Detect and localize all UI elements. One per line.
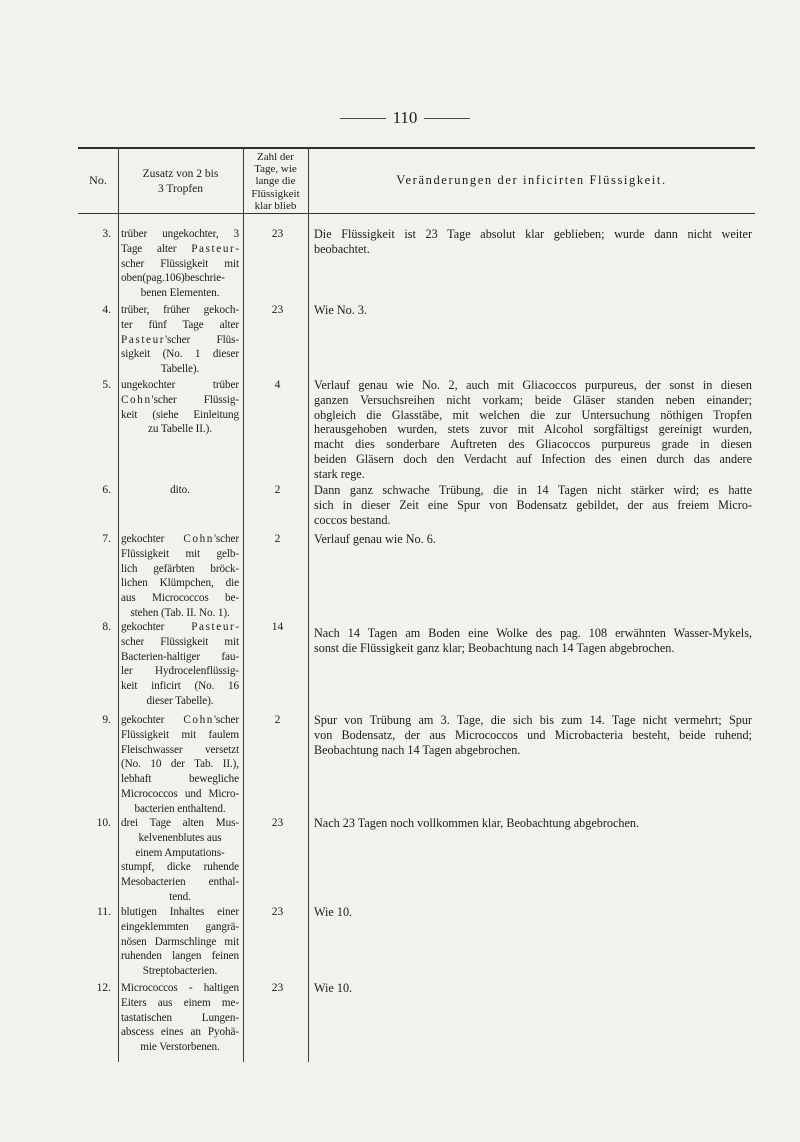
zusatz-line: einem Amputations- bbox=[135, 846, 225, 859]
days-clear-cell: 23 bbox=[271, 906, 284, 918]
zusatz-line: tend. bbox=[169, 890, 191, 903]
zusatz-line: stehen (Tab. II. No. 1). bbox=[130, 606, 230, 619]
changes-cell bbox=[314, 532, 752, 547]
zusatz-line: Flüssigkeit mit faulem bbox=[121, 728, 239, 741]
zusatz-cell bbox=[121, 532, 239, 621]
days-clear-cell: 23 bbox=[271, 982, 284, 994]
row-number: 7. bbox=[102, 533, 111, 545]
changes-line: Verlauf genau wie No. 2, auch mit Gliacoccos purpureus, der sonst in diesen bbox=[314, 378, 752, 392]
zusatz-cell bbox=[121, 816, 239, 905]
zusatz-line: drei Tage alten Mus- bbox=[121, 817, 239, 829]
header-days-line: lange die bbox=[255, 175, 296, 188]
days-clear-cell: 2 bbox=[274, 714, 281, 726]
zusatz-line: eingeklemmten gangrä- bbox=[121, 920, 239, 933]
zusatz-line: lich gefärbten bröck- bbox=[121, 562, 239, 575]
zusatz-line: Fleischwasser versetzt bbox=[121, 743, 239, 756]
zusatz-line: blutigen Inhaltes einer bbox=[121, 906, 239, 918]
days-clear-cell: 23 bbox=[271, 817, 284, 829]
zusatz-line: dito. bbox=[170, 484, 190, 496]
zusatz-line: Flüssigkeit mit gelb- bbox=[121, 547, 239, 560]
zusatz-line: nösen Darmschlinge mit bbox=[121, 935, 239, 948]
changes-cell bbox=[314, 378, 752, 482]
changes-line: ganzen Versuchsreihen nicht vorkam; beide Gläser standen neben einander; bbox=[314, 392, 752, 407]
zusatz-line: ter fünf Tage alter bbox=[121, 318, 239, 331]
changes-line: obgleich die Glasstäbe, mit welchen die zur Untersuchung nöthigen Tropfen bbox=[314, 407, 752, 422]
table-top-rule bbox=[78, 147, 755, 149]
zusatz-line: sigkeit (No. 1 dieser bbox=[121, 348, 239, 361]
changes-line: coccos bestand. bbox=[314, 512, 391, 527]
changes-line: stark rege. bbox=[314, 466, 365, 481]
changes-cell bbox=[314, 483, 752, 527]
changes-cell bbox=[314, 981, 752, 996]
zusatz-line: tastatischen Lungen- bbox=[121, 1011, 239, 1024]
changes-line: Wie No. 3. bbox=[314, 303, 367, 317]
zusatz-line: Bacterien-haltiger fau- bbox=[121, 650, 239, 663]
zusatz-line: scher Flüssigkeit mit bbox=[121, 635, 239, 648]
changes-line: beiden Gläsern doch den Verdacht auf Infection des einen durch das andere bbox=[314, 451, 752, 466]
header-days-line: Flüssigkeit bbox=[251, 187, 300, 200]
zusatz-line: keit inficirt (No. 16 bbox=[121, 680, 239, 693]
row-number: 10. bbox=[96, 817, 111, 829]
row-number: 4. bbox=[102, 304, 111, 316]
zusatz-line: trüber, früher gekoch- bbox=[121, 304, 239, 316]
zusatz-line: trüber ungekochter, 3 bbox=[121, 228, 239, 240]
changes-line: von Bodensatz, der aus Micrococcos und Microbacteria besteht, beide ruhend; bbox=[314, 727, 752, 742]
column-divider bbox=[308, 148, 309, 1062]
header-zusatz-line: 3 Tropfen bbox=[157, 183, 204, 195]
row-number: 6. bbox=[102, 484, 111, 496]
changes-cell bbox=[314, 626, 752, 656]
page-number-text: 110 bbox=[392, 108, 418, 127]
zusatz-line: zu Tabelle II.). bbox=[148, 423, 212, 436]
zusatz-cell bbox=[121, 981, 239, 1055]
changes-cell bbox=[314, 816, 752, 831]
table-header-rule bbox=[78, 213, 755, 214]
zusatz-line: lebhaft bewegliche bbox=[121, 773, 239, 786]
days-clear-cell: 14 bbox=[271, 621, 284, 633]
zusatz-line: bacterien enthaltend. bbox=[134, 802, 226, 815]
days-clear-cell: 4 bbox=[274, 379, 281, 391]
zusatz-line: gekochter Cohn'scher bbox=[121, 533, 239, 545]
changes-line: Wie 10. bbox=[314, 981, 353, 995]
row-number: 8. bbox=[102, 621, 111, 633]
days-clear-cell: 23 bbox=[271, 304, 284, 316]
zusatz-line: gekochter Cohn'scher bbox=[121, 714, 239, 726]
zusatz-line: gekochter Pasteur- bbox=[121, 621, 239, 633]
zusatz-line: keit (siehe Einleitung bbox=[121, 408, 239, 421]
page-number-rule-left bbox=[340, 118, 386, 119]
page-number-rule-right bbox=[424, 118, 470, 119]
zusatz-line: ler Hydrocelenflüssig- bbox=[121, 665, 239, 678]
zusatz-cell bbox=[121, 713, 239, 817]
zusatz-cell bbox=[121, 620, 239, 709]
header-days-line: klar blieb bbox=[254, 199, 297, 212]
changes-line: Wie 10. bbox=[314, 905, 353, 919]
changes-line: Nach 14 Tagen am Boden eine Wolke des pag. 108 erwähnten Wasser-Mykels, bbox=[314, 626, 752, 640]
zusatz-cell bbox=[121, 905, 239, 979]
row-number: 12. bbox=[96, 982, 111, 994]
changes-cell bbox=[314, 713, 752, 757]
spaced-name: Pasteur bbox=[191, 242, 236, 255]
zusatz-cell bbox=[121, 483, 239, 498]
zusatz-line: abscess eines an Pyohä- bbox=[121, 1026, 239, 1039]
changes-cell bbox=[314, 905, 752, 920]
row-number: 3. bbox=[102, 228, 111, 240]
zusatz-line: Micrococcos und Micro- bbox=[121, 787, 239, 800]
spaced-name: Cohn bbox=[183, 533, 214, 545]
zusatz-line: aus Micrococcos be- bbox=[121, 592, 239, 605]
zusatz-line: ungekochter trüber bbox=[121, 379, 239, 391]
spaced-name: Cohn bbox=[183, 714, 214, 726]
column-divider bbox=[243, 148, 244, 1062]
zusatz-line: mie Verstorbenen. bbox=[140, 1041, 220, 1054]
zusatz-line: (No. 10 der Tab. II.), bbox=[121, 758, 239, 771]
changes-line: herausgehoben wurden, stets zuvor mit Alcohol sorgfältigst gereinigt wurden, bbox=[314, 422, 752, 437]
zusatz-line: lichen Klümpchen, die bbox=[121, 577, 239, 590]
changes-line: beobachtet. bbox=[314, 241, 370, 256]
changes-line: Dann ganz schwache Trübung, die in 14 Tagen nicht stärker wird; es hatte bbox=[314, 483, 752, 497]
zusatz-line: dieser Tabelle). bbox=[146, 694, 214, 707]
zusatz-line: oben(pag.106)beschrie- bbox=[121, 272, 225, 285]
zusatz-line: Mesobacterien enthal- bbox=[121, 876, 239, 889]
row-number: 11. bbox=[97, 906, 111, 918]
header-zusatz bbox=[118, 167, 243, 197]
zusatz-cell bbox=[121, 378, 239, 437]
changes-cell bbox=[314, 303, 752, 318]
changes-line: macht dies sonderbare Auftreten des Gliacoccos purpureus grade in diesen bbox=[314, 437, 752, 452]
changes-line: Verlauf genau wie No. 6. bbox=[314, 532, 436, 546]
changes-cell bbox=[314, 227, 752, 257]
zusatz-line: Eiters aus einem me- bbox=[121, 996, 239, 1009]
row-number: 5. bbox=[102, 379, 111, 391]
zusatz-line: Cohn'scher Flüssig- bbox=[121, 393, 239, 406]
changes-line: Nach 23 Tagen noch vollkommen klar, Beobachtung abgebrochen. bbox=[314, 816, 640, 830]
zusatz-line: kelvenenblutes aus bbox=[138, 831, 222, 844]
zusatz-line: Tage alter Pasteur- bbox=[121, 242, 239, 255]
header-days-clear bbox=[243, 151, 308, 212]
zusatz-line: ruhenden langen feinen bbox=[121, 950, 239, 963]
days-clear-cell: 2 bbox=[274, 533, 281, 545]
changes-line: Beobachtung nach 14 Tagen abgebrochen. bbox=[314, 742, 521, 757]
header-days-line: Tage, wie bbox=[254, 163, 297, 176]
page-number bbox=[340, 108, 470, 128]
changes-line: sonst die Flüssigkeit ganz klar; Beobachtung nach 14 Tagen abgebrochen. bbox=[314, 640, 675, 655]
zusatz-line: Streptobacterien. bbox=[142, 965, 218, 978]
header-no: No. bbox=[89, 173, 107, 187]
header-zusatz-line: Zusatz von 2 bis bbox=[142, 168, 219, 180]
column-divider bbox=[118, 148, 119, 1062]
days-clear-cell: 2 bbox=[274, 484, 281, 496]
header-days-line: Zahl der bbox=[257, 151, 294, 163]
changes-line: sich in dieser Zeit eine Spur von Bodensatz gebildet, der aus freiem Micro- bbox=[314, 497, 752, 512]
zusatz-line: Micrococcos - haltigen bbox=[121, 982, 239, 994]
zusatz-line: stumpf, dicke ruhende bbox=[121, 861, 239, 874]
spaced-name: Cohn bbox=[121, 393, 152, 406]
zusatz-line: scher Flüssigkeit mit bbox=[121, 257, 239, 270]
spaced-name: Pasteur bbox=[191, 621, 236, 633]
zusatz-line: Tabelle). bbox=[160, 363, 200, 376]
zusatz-cell bbox=[121, 227, 239, 301]
days-clear-cell: 23 bbox=[271, 228, 284, 240]
zusatz-cell bbox=[121, 303, 239, 377]
spaced-name: Pasteur bbox=[121, 333, 166, 346]
changes-line: Die Flüssigkeit ist 23 Tage absolut klar geblieben; wurde dann nicht weiter bbox=[314, 227, 752, 241]
zusatz-line: Pasteur'scher Flüs- bbox=[121, 333, 239, 346]
changes-line: Spur von Trübung am 3. Tage, die sich bis zum 14. Tage nicht vermehrt; Spur bbox=[314, 713, 752, 727]
header-changes: Veränderungen der inficirten Flüssigkeit. bbox=[396, 173, 667, 187]
row-number: 9. bbox=[102, 714, 111, 726]
zusatz-line: benen Elementen. bbox=[140, 287, 220, 300]
